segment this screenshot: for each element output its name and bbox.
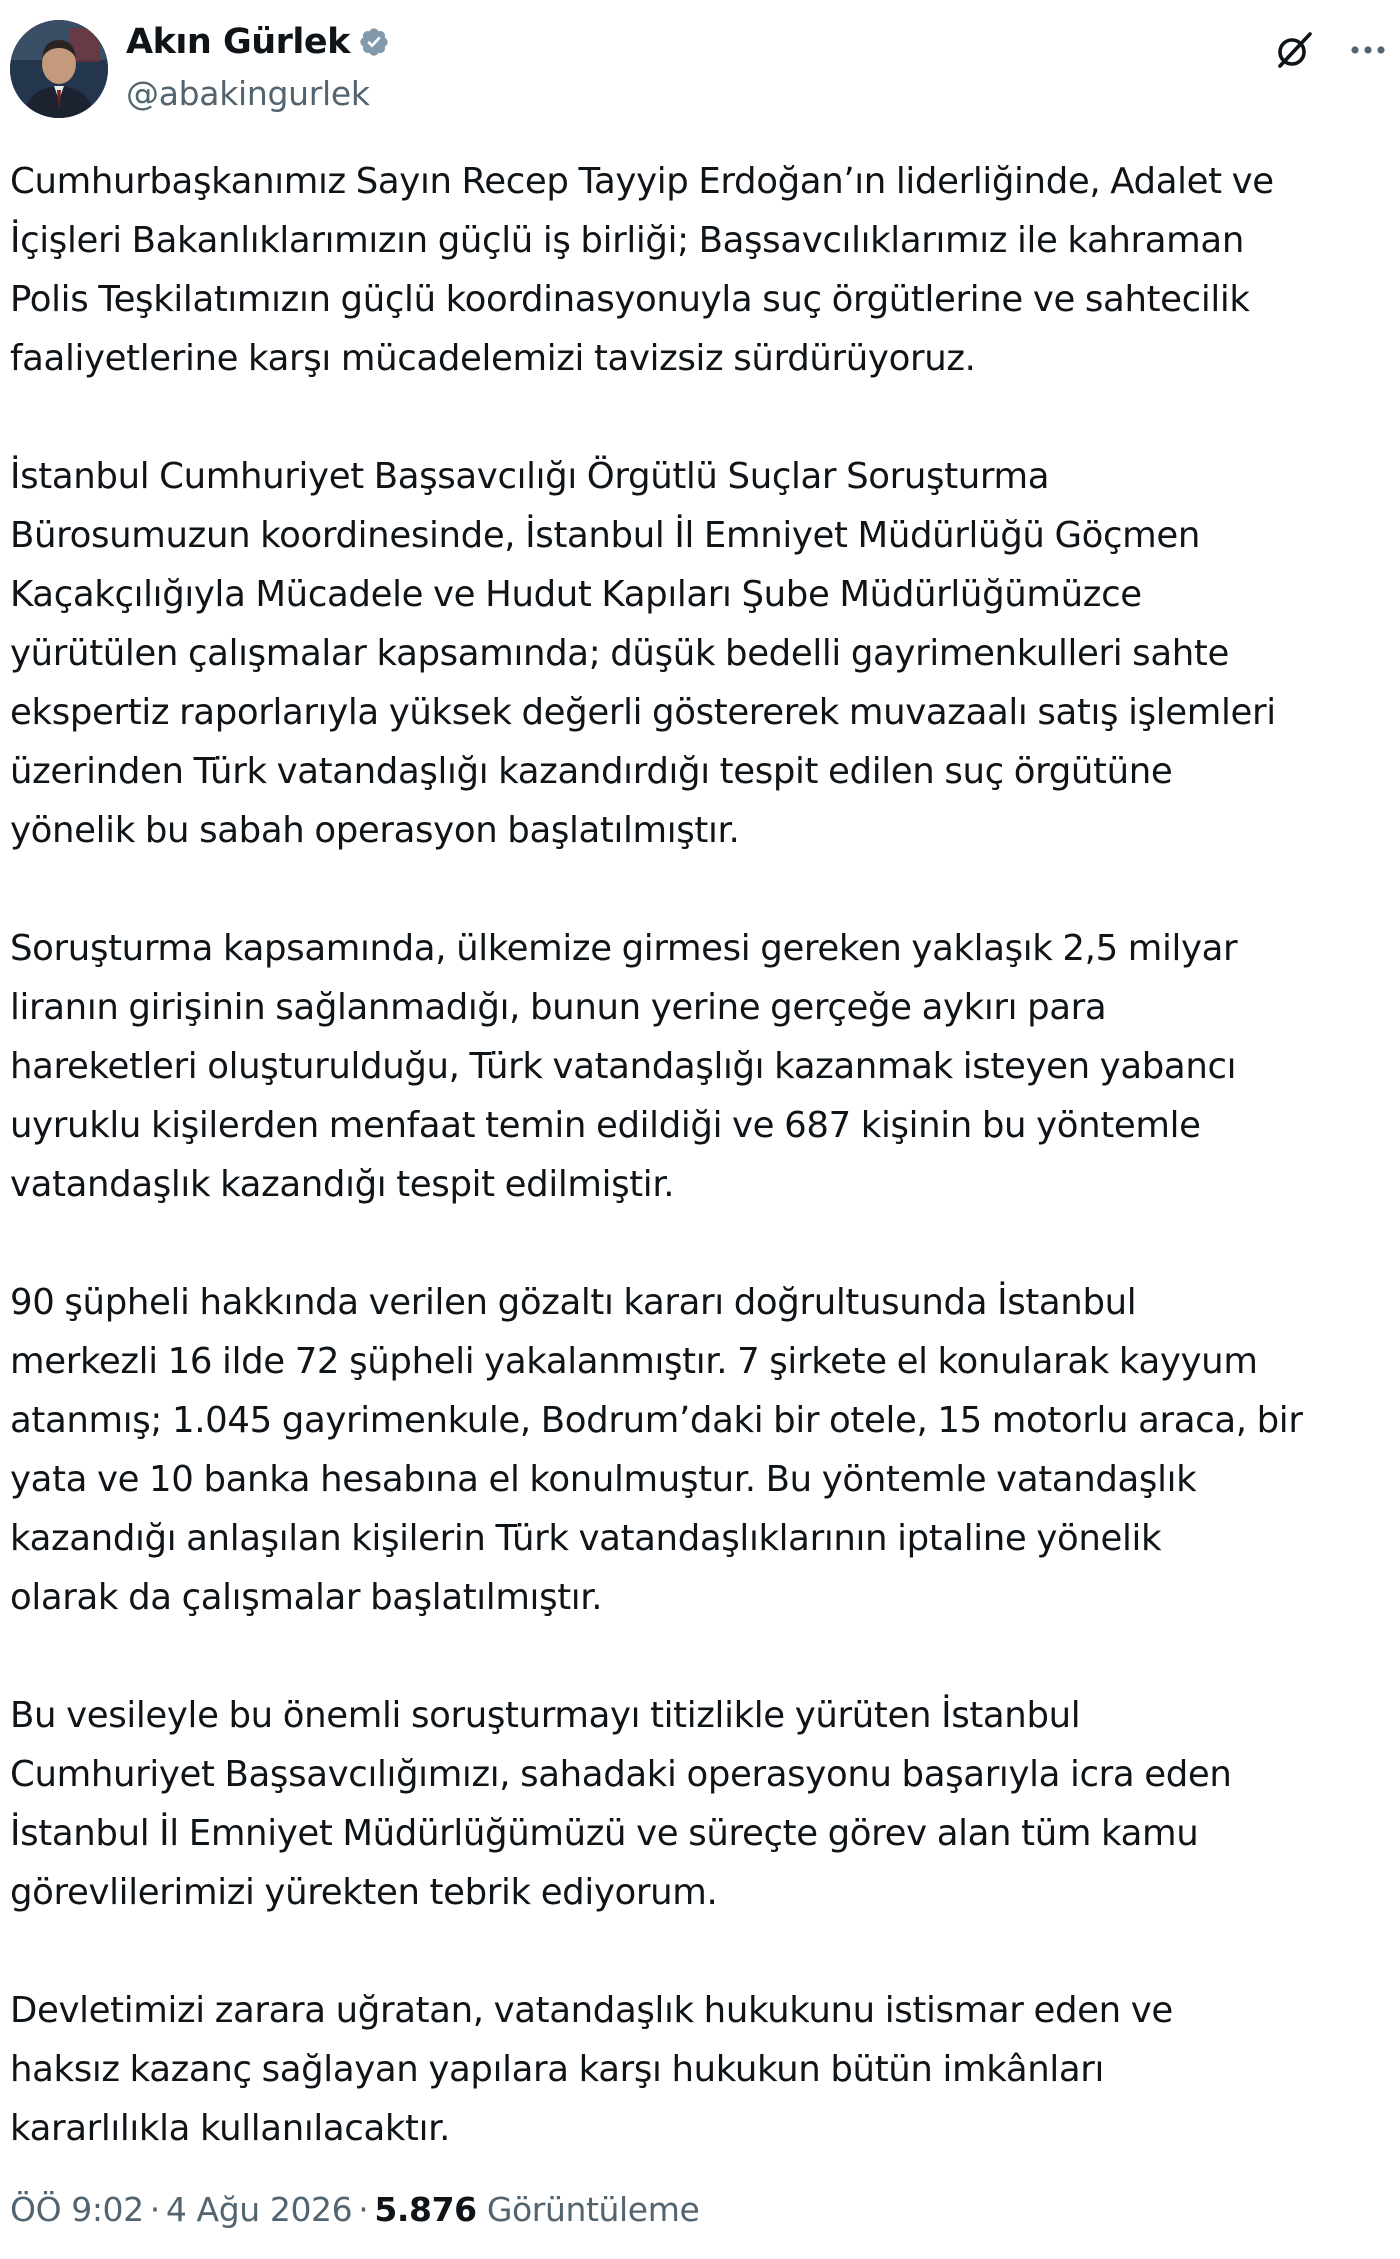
text-line: İçişleri Bakanlıklarımızın güçlü iş birliği; Başsavcılıklarımız ile kahraman [10,220,1244,261]
tweet-paragraph [10,919,1395,1214]
text-line: Devletimizi zarara uğratan, vatandaşlık hukukunu istismar eden ve [10,1990,1173,2031]
text-line: kazandığı anlaşılan kişilerin Türk vatandaşlıklarının iptaline yönelik [10,1518,1162,1559]
text-line: liranın girişinin sağlanmadığı, bunun yerine gerçeğe aykırı para [10,987,1107,1028]
tweet-time[interactable]: ÖÖ 9:02 [10,2190,144,2229]
meta-separator: · [149,2190,160,2229]
text-line: Kaçakçılığıyla Mücadele ve Hudut Kapıları Şube Müdürlüğümüzce [10,574,1142,615]
text-line: Cumhuriyet Başsavcılığımızı, sahadaki operasyonu başarıyla icra eden [10,1754,1232,1795]
tweet-header [10,14,1390,124]
text-line: kararlılıkla kullanılacaktır. [10,2108,451,2149]
views-label: Görüntüleme [486,2190,700,2229]
text-line: hareketleri oluşturulduğu, Türk vatandaşlığı kazanmak isteyen yabancı [10,1046,1237,1087]
text-line: uyruklu kişilerden menfaat temin edildiği ve 687 kişinin bu yöntemle [10,1105,1201,1146]
author-names [126,18,390,113]
meta-separator: · [358,2190,369,2229]
tweet-text [10,152,1395,2158]
text-line: merkezli 16 ilde 72 şüpheli yakalanmıştır. 7 şirkete el konularak kayyum [10,1341,1258,1382]
text-line: Soruşturma kapsamında, ülkemize girmesi gereken yaklaşık 2,5 milyar [10,928,1238,969]
tweet-paragraph [10,152,1395,388]
text-line: Polis Teşkilatımızın güçlü koordinasyonuyla suç örgütlerine ve sahtecilik [10,279,1250,320]
author-display-name[interactable]: Akın Gürlek [126,22,350,62]
text-line: Bu vesileyle bu önemli soruşturmayı titizlikle yürüten İstanbul [10,1695,1081,1736]
text-line: Bürosumuzun koordinesinde, İstanbul İl Emniyet Müdürlüğü Göçmen [10,515,1201,556]
tweet-paragraph [10,1686,1395,1922]
views-count[interactable]: 5.876 [374,2190,477,2229]
tweet-paragraph [10,447,1395,860]
text-line: faaliyetlerine karşı mücadelemizi tavizsiz sürdürüyoruz. [10,338,976,379]
text-line: üzerinden Türk vatandaşlığı kazandırdığı tespit edilen suç örgütüne [10,751,1173,792]
tweet-date[interactable]: 4 Ağu 2026 [165,2190,353,2229]
text-line: Cumhurbaşkanımız Sayın Recep Tayyip Erdoğan’ın liderliğinde, Adalet ve [10,161,1274,202]
tweet-paragraph [10,1981,1395,2158]
more-horizontal-icon[interactable] [1346,28,1390,72]
tweet-actions [1272,28,1390,72]
text-line: ekspertiz raporlarıyla yüksek değerli göstererek muvazaalı satış işlemleri [10,692,1276,733]
text-line: yata ve 10 banka hesabına el konulmuştur. Bu yöntemle vatandaşlık [10,1459,1197,1500]
verified-badge-icon[interactable] [358,26,390,58]
text-line: atanmış; 1.045 gayrimenkule, Bodrum’daki bir otele, 15 motorlu araca, bir [10,1400,1303,1441]
avatar-photo [10,20,108,118]
grok-slash-icon[interactable] [1272,28,1316,72]
text-line: yürütülen çalışmalar kapsamında; düşük bedelli gayrimenkulleri sahte [10,633,1229,674]
tweet-paragraph [10,1273,1395,1627]
text-line: haksız kazanç sağlayan yapılara karşı hukukun bütün imkânları [10,2049,1105,2090]
text-line: İstanbul İl Emniyet Müdürlüğümüzü ve süreçte görev alan tüm kamu [10,1813,1199,1854]
text-line: İstanbul Cumhuriyet Başsavcılığı Örgütlü Suçlar Soruşturma [10,456,1050,497]
text-line: vatandaşlık kazandığı tespit edilmiştir. [10,1164,675,1205]
text-line: 90 şüpheli hakkında verilen gözaltı kararı doğrultusunda İstanbul [10,1282,1137,1323]
text-line: yönelik bu sabah operasyon başlatılmıştır. [10,810,740,851]
avatar[interactable] [10,20,108,118]
author-handle[interactable]: @abakingurlek [126,74,370,113]
tweet-meta [10,2190,699,2229]
text-line: olarak da çalışmalar başlatılmıştır. [10,1577,603,1618]
text-line: görevlilerimizi yürekten tebrik ediyorum. [10,1872,718,1913]
